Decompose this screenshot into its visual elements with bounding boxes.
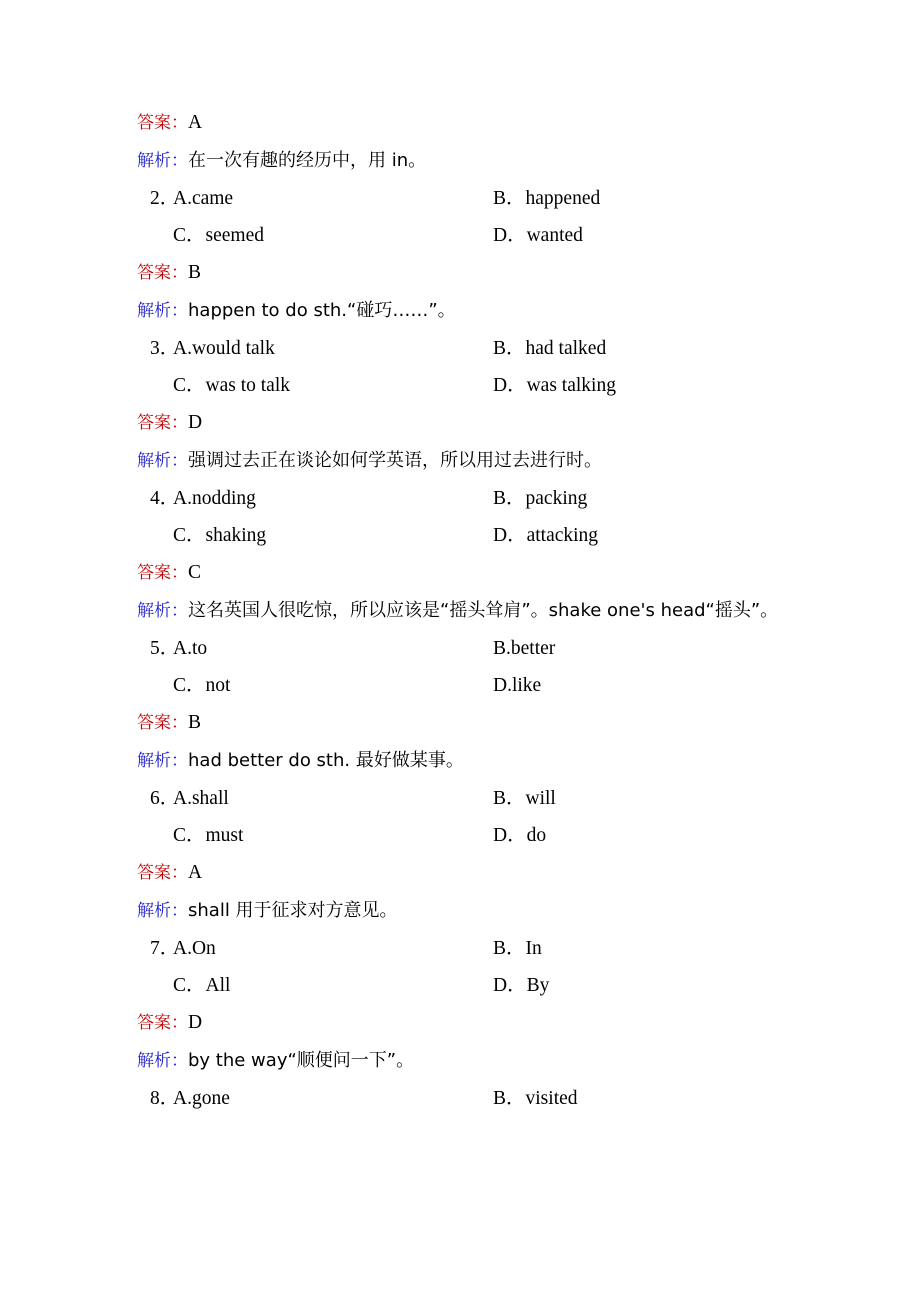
question-row-q3-line1: [137, 330, 797, 367]
option-c-label-q5: C．: [173, 675, 206, 696]
option-b-text-q5: better: [510, 638, 556, 659]
question-row-q4-line1: [137, 480, 797, 517]
option-d-label-q7: D．: [493, 975, 527, 996]
option-d-q5: [493, 667, 541, 704]
option-b-label-q4: B．: [493, 488, 526, 509]
option-d-label-q6: D．: [493, 825, 527, 846]
explanation-row-q3: [137, 442, 797, 480]
explanation-label: 解析：: [137, 901, 188, 921]
option-d-text-q5: like: [511, 675, 542, 696]
explanation-label: 解析：: [137, 1051, 188, 1071]
option-d-text-q2: wanted: [526, 225, 583, 246]
explanation-text-q5: had better do sth. 最好做某事。: [188, 750, 464, 771]
answer-value-q3: D: [188, 412, 203, 433]
option-b-text-q7: In: [525, 938, 542, 959]
option-b-label-q7: B．: [493, 938, 526, 959]
question-number-q6: 6．: [150, 788, 180, 809]
question-row-q6-line1: [137, 780, 797, 817]
question-number-q4: 4．: [150, 488, 180, 509]
question-number-q3: 3．: [150, 338, 180, 359]
answer-value-q4: C: [188, 562, 202, 583]
option-a-q8: A.gone: [173, 1088, 230, 1109]
exercise-answer-list: [137, 104, 797, 1117]
option-c-q6: [173, 817, 493, 854]
option-b-q2: [493, 180, 600, 217]
explanation-row-q6: [137, 892, 797, 930]
option-c-text-q4: shaking: [205, 525, 267, 546]
option-b-q7: [493, 930, 542, 967]
option-d-q2: [493, 217, 583, 254]
option-a-q5: A.to: [173, 638, 208, 659]
option-d-label-q5: D.: [493, 675, 512, 696]
question-number-q5: 5．: [150, 638, 180, 659]
answer-row-q1: [137, 104, 797, 142]
option-b-q6: [493, 780, 556, 817]
explanation-text-q7: by the way“顺便问一下”。: [188, 1050, 415, 1071]
option-b-label-q5: B.: [493, 638, 511, 659]
explanation-row-q2: [137, 292, 797, 330]
explanation-text-q3: 强调过去正在谈论如何学英语，所以用过去进行时。: [188, 450, 602, 471]
option-d-q6: [493, 817, 546, 854]
option-c-q5: [173, 667, 493, 704]
option-a-q4: A.nodding: [173, 488, 256, 509]
option-c-text-q6: must: [205, 825, 244, 846]
option-d-label-q4: D．: [493, 525, 527, 546]
explanation-label: 解析：: [137, 151, 188, 171]
option-b-q8: [493, 1080, 578, 1117]
question-row-q2-line2: [137, 217, 797, 254]
answer-label: 答案：: [137, 863, 188, 883]
answer-value-q7: D: [188, 1012, 203, 1033]
option-d-text-q6: do: [526, 825, 547, 846]
option-c-label-q4: C．: [173, 525, 206, 546]
question-row-q2-line1: [137, 180, 797, 217]
answer-label: 答案：: [137, 713, 188, 733]
option-c-label-q2: C．: [173, 225, 206, 246]
option-b-label-q2: B．: [493, 188, 526, 209]
explanation-row-q4: [124, 592, 797, 630]
option-b-text-q2: happened: [525, 188, 601, 209]
answer-row-q2: [137, 254, 797, 292]
question-row-q3-line2: [137, 367, 797, 404]
option-c-q7: [173, 967, 493, 1004]
option-c-q2: [173, 217, 493, 254]
answer-row-q6: [137, 854, 797, 892]
question-row-q7-line1: [137, 930, 797, 967]
answer-value-q2: B: [188, 262, 202, 283]
option-b-q4: [493, 480, 587, 517]
question-number-q2: 2．: [150, 188, 180, 209]
answer-row-q5: [137, 704, 797, 742]
option-b-q5: [493, 630, 555, 667]
option-a-q7: A.On: [173, 938, 216, 959]
option-d-text-q3: was talking: [526, 375, 616, 396]
answer-value-q5: B: [188, 712, 202, 733]
question-row-q5-line2: [137, 667, 797, 704]
question-row-q7-line2: [137, 967, 797, 1004]
option-b-text-q8: visited: [525, 1088, 578, 1109]
answer-label: 答案：: [137, 563, 188, 583]
question-number-q8: 8．: [150, 1088, 180, 1109]
option-d-label-q2: D．: [493, 225, 527, 246]
option-b-label-q3: B．: [493, 338, 526, 359]
option-c-text-q5: not: [205, 675, 231, 696]
option-a-q2: A.came: [173, 188, 234, 209]
answer-value-q1: A: [188, 112, 203, 133]
option-c-label-q7: C．: [173, 975, 206, 996]
option-c-q3: [173, 367, 493, 404]
answer-row-q3: [137, 404, 797, 442]
option-d-q3: [493, 367, 616, 404]
answer-row-q7: [137, 1004, 797, 1042]
answer-label: 答案：: [137, 413, 188, 433]
explanation-row-q7: [137, 1042, 797, 1080]
question-row-q8-line1: [137, 1080, 797, 1117]
question-number-q7: 7．: [150, 938, 180, 959]
answer-label: 答案：: [137, 263, 188, 283]
option-c-text-q3: was to talk: [205, 375, 290, 396]
explanation-label: 解析：: [137, 451, 188, 471]
question-row-q4-line2: [137, 517, 797, 554]
option-b-text-q3: had talked: [525, 338, 607, 359]
explanation-text-q1: 在一次有趣的经历中，用 in。: [188, 150, 427, 171]
explanation-row-q1: [137, 142, 797, 180]
answer-label: 答案：: [137, 113, 188, 133]
answer-label: 答案：: [137, 1013, 188, 1033]
option-b-q3: [493, 330, 606, 367]
explanation-label: 解析：: [137, 751, 188, 771]
option-c-label-q3: C．: [173, 375, 206, 396]
option-a-q3: A.would talk: [173, 338, 275, 359]
explanation-text-q2: happen to do sth.“碰巧……”。: [188, 300, 456, 321]
explanation-text-q4: 这名英国人很吃惊，所以应该是“摇头耸肩”。shake one's head“摇头”。: [188, 600, 779, 621]
option-c-text-q2: seemed: [205, 225, 264, 246]
option-d-label-q3: D．: [493, 375, 527, 396]
answer-row-q4: [137, 554, 797, 592]
option-b-text-q4: packing: [525, 488, 588, 509]
option-d-text-q7: By: [526, 975, 550, 996]
explanation-row-q5: [137, 742, 797, 780]
option-b-text-q6: will: [525, 788, 556, 809]
option-a-q6: A.shall: [173, 788, 229, 809]
explanation-label: 解析：: [137, 301, 188, 321]
question-row-q6-line2: [137, 817, 797, 854]
option-c-q4: [173, 517, 493, 554]
option-d-q7: [493, 967, 549, 1004]
option-c-text-q7: All: [205, 975, 231, 996]
answer-value-q6: A: [188, 862, 203, 883]
option-b-label-q8: B．: [493, 1088, 526, 1109]
question-row-q5-line1: [137, 630, 797, 667]
option-d-q4: [493, 517, 598, 554]
explanation-text-q6: shall 用于征求对方意见。: [188, 900, 398, 921]
explanation-label: 解析：: [137, 601, 188, 621]
option-d-text-q4: attacking: [526, 525, 599, 546]
option-c-label-q6: C．: [173, 825, 206, 846]
option-b-label-q6: B．: [493, 788, 526, 809]
